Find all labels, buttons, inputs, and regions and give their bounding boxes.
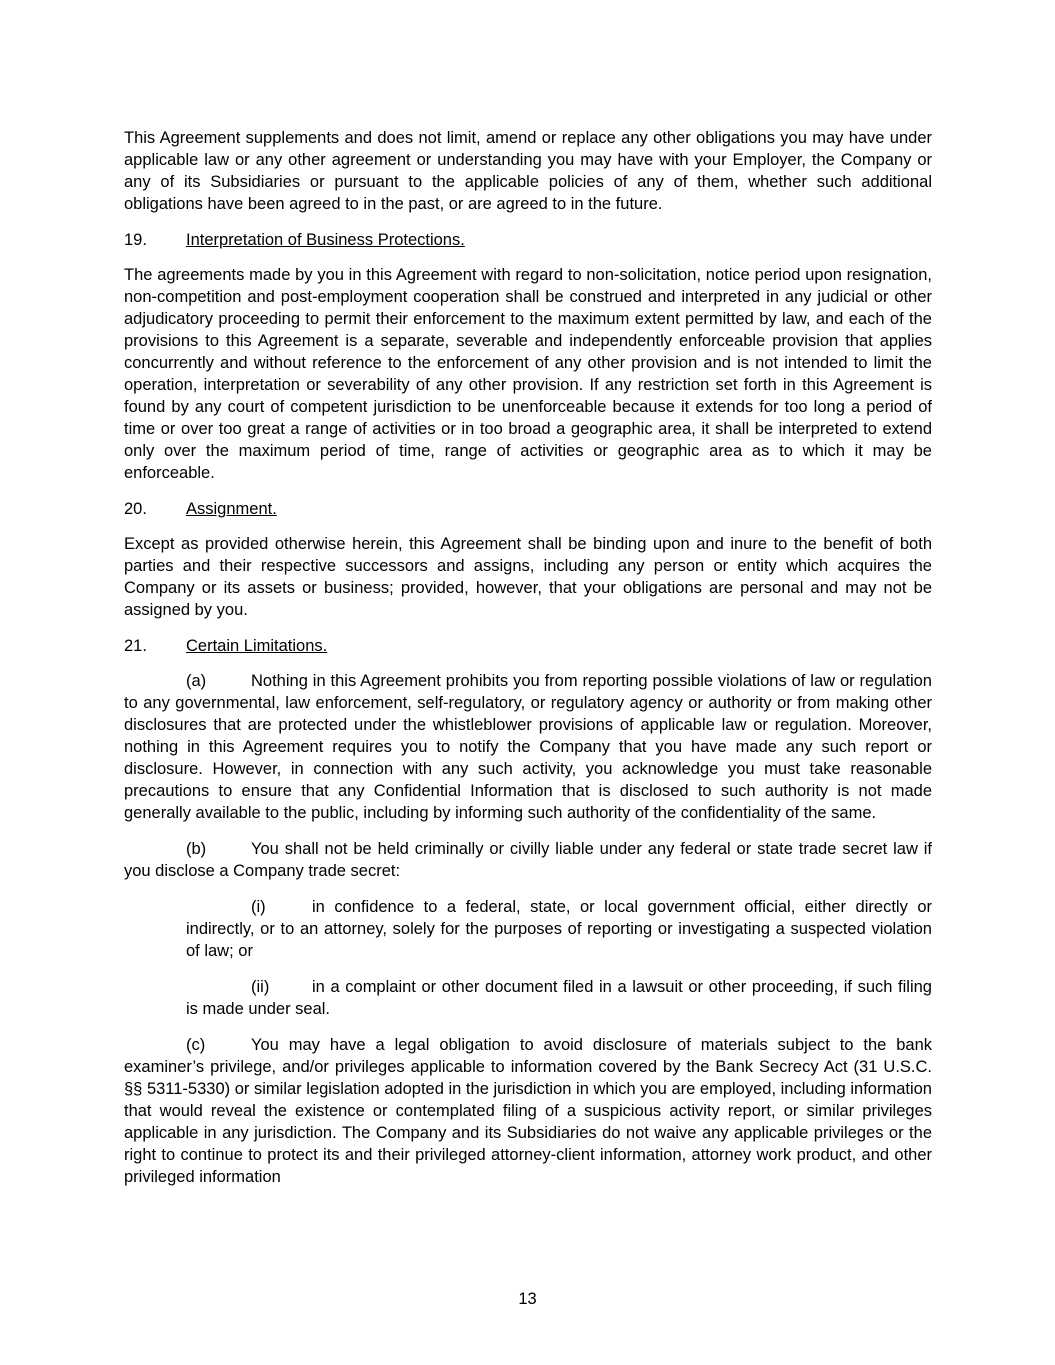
subsection-label: (c) xyxy=(186,1036,206,1054)
page-number: 13 xyxy=(518,1290,537,1308)
section-number: 20. xyxy=(124,500,147,518)
clause-text: in confidence to a federal, state, or local government official, either directly or indirectly, or to an attorney, solely for the purposes of reporting or investigating a suspected violation of law; or xyxy=(186,898,932,960)
intro-paragraph: This Agreement supplements and does not limit, amend or replace any other obligations you may have under applicable law or any other agreement or understanding you may have with your Employer, the Company or any of its Subsidiaries or pursuant to the applicable policies of any of them, whether such additional obligations have been agreed to in the past, or are agreed to in the future. xyxy=(124,129,932,213)
subsection-text: You may have a legal obligation to avoid disclosure of materials subject to the bank examiner’s privilege, and/or privileges applicable to information covered by the Bank Secrecy Act (31 U.S.C. §§ 5311-5330) or similar legislation adopted in the jurisdiction in which you are employed, including information that would reveal the existence or contemplated filing of a suspicious activity report, or similar privileges applicable in any jurisdiction. The Company and its Subsidiaries do not waive any applicable privileges or the right to continue to protect its and their privileged attorney-client information, attorney work product, and other privileged information xyxy=(124,1036,932,1186)
section-heading-19 xyxy=(124,229,932,251)
clause-ii xyxy=(186,976,932,1020)
subsection-b xyxy=(124,838,932,882)
section-heading-21 xyxy=(124,635,932,657)
section-20-body: Except as provided otherwise herein, this Agreement shall be binding upon and inure to the benefit of both parties and their respective successors and assigns, including any person or entity which acquires the Company or its assets or business; provided, however, that your obligations are personal and may not be assigned by you. xyxy=(124,535,932,619)
section-number: 19. xyxy=(124,231,147,249)
document-page xyxy=(124,127,932,1202)
section-heading-20 xyxy=(124,498,932,520)
clause-label: (i) xyxy=(251,898,266,916)
subsection-a xyxy=(124,670,932,824)
subsection-label: (a) xyxy=(186,672,207,690)
clause-label: (ii) xyxy=(251,978,270,996)
subsection-text: You shall not be held criminally or civilly liable under any federal or state trade secret law if you disclose a Company trade secret: xyxy=(124,840,932,880)
section-number: 21. xyxy=(124,637,147,655)
section-title: Assignment. xyxy=(186,500,277,518)
subsection-text: Nothing in this Agreement prohibits you from reporting possible violations of law or regulation to any governmental, law enforcement, self-regulatory, or regulatory agency or authority or from making other disclosures that are protected under the whistleblower provisions of applicable law or regulation. Moreover, nothing in this Agreement requires you to notify the Company that you have made any such report or disclosure. However, in connection with any such activity, you acknowledge you must take reasonable precautions to ensure that any Confidential Information that is disclosed to such authority is not made generally available to the public, including by informing such authority of the confidentiality of the same. xyxy=(124,672,932,822)
subsection-label: (b) xyxy=(186,840,207,858)
section-title: Interpretation of Business Protections. xyxy=(186,231,465,249)
section-title: Certain Limitations. xyxy=(186,637,328,655)
section-19-body: The agreements made by you in this Agreement with regard to non-solicitation, notice period upon resignation, non-competition and post-employment cooperation shall be construed and interpreted in any judicial or other adjudicatory proceeding to permit their enforcement to the maximum extent permitted by law, and each of the provisions to this Agreement is a separate, severable and independently enforceable provision that applies concurrently and without reference to the enforcement of any other provision and is not intended to limit the operation, interpretation or severability of any other provision. If any restriction set forth in this Agreement is found by any court of competent jurisdiction to be unenforceable because it extends for too long a period of time or over too great a range of activities or in too broad a geographic area, it shall be interpreted to extend only over the maximum period of time, range of activities or geographic area as to which it may be enforceable. xyxy=(124,266,932,482)
subsection-c xyxy=(124,1034,932,1188)
clause-i xyxy=(186,896,932,962)
clause-text: in a complaint or other document filed in a lawsuit or other proceeding, if such filing is made under seal. xyxy=(186,978,932,1018)
